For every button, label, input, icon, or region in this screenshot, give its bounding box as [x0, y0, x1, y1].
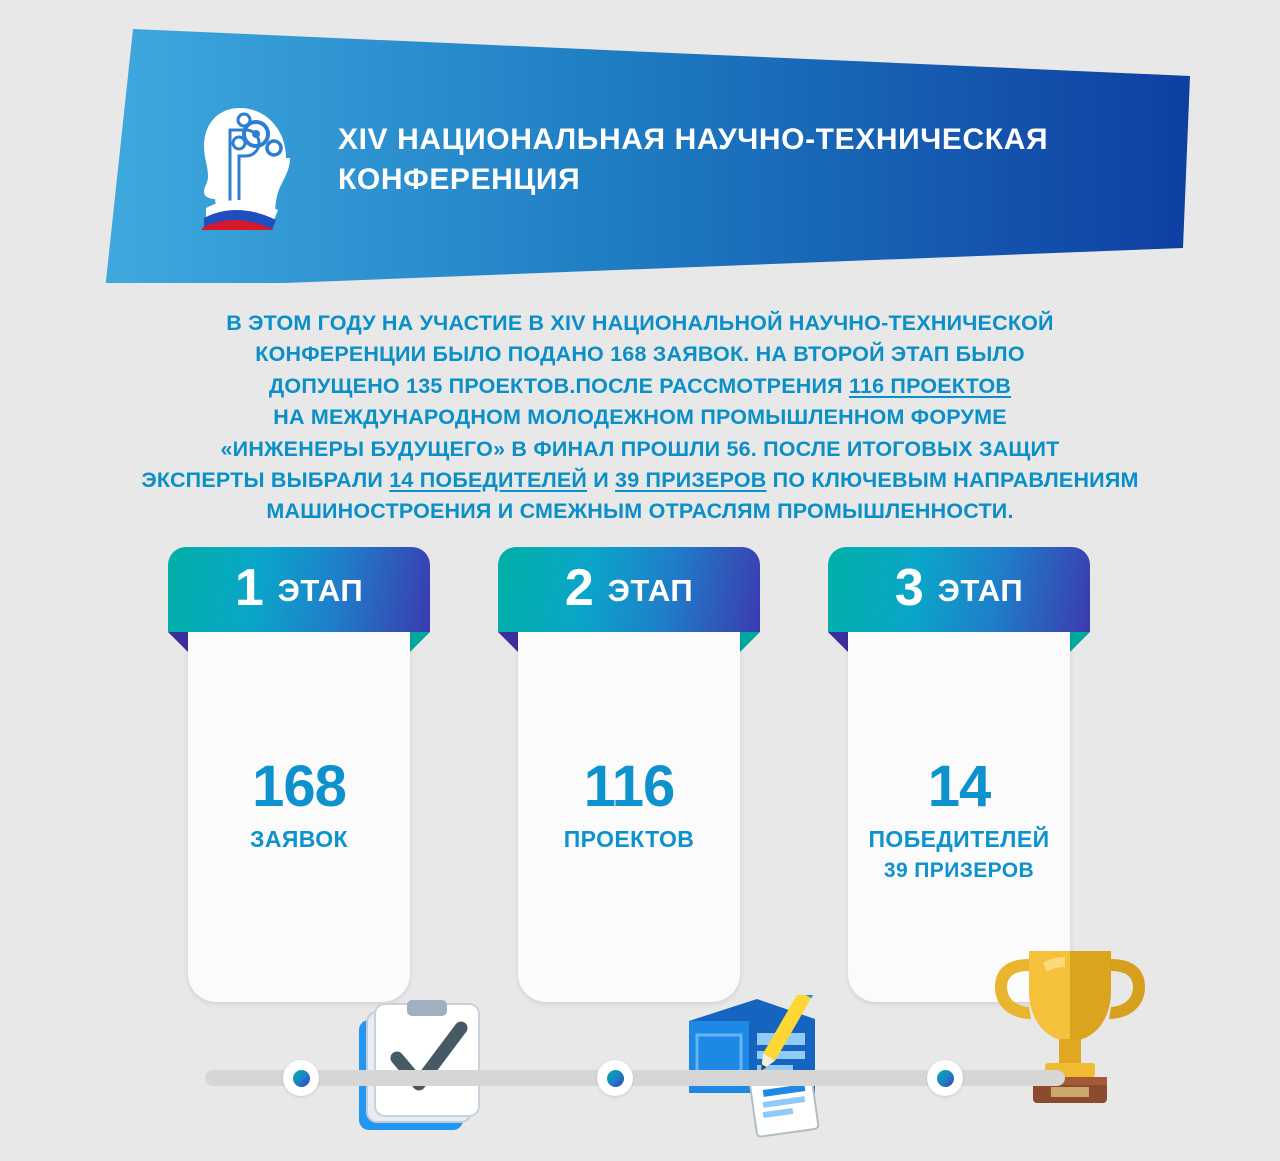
timeline-track [205, 1070, 1065, 1086]
trophy-icon [985, 935, 1155, 1120]
intro-line-3-text: ДОПУЩЕНО 135 ПРОЕКТОВ.ПОСЛЕ РАССМОТРЕНИЯ [268, 373, 849, 398]
timeline-dot-3[interactable] [927, 1060, 963, 1096]
intro-line-4: НА МЕЖДУНАРОДНОМ МОЛОДЕЖНОМ ПРОМЫШЛЕННОМ ФОРУМЕ [273, 405, 1007, 430]
ribbon-fold-right [738, 632, 760, 654]
stage-card-2-label: ПРОЕКТОВ [563, 826, 695, 852]
intro-highlight-prizewinners: 39 ПРИЗЕРОВ [615, 467, 767, 492]
page-title: XIV НАЦИОНАЛЬНАЯ НАУЧНО-ТЕХНИЧЕСКАЯ КОНФЕРЕНЦИЯ [338, 123, 1049, 196]
stage-card-3-word: ЭТАП [937, 572, 1024, 608]
stage-card-1-value: 168 [252, 754, 346, 819]
head-profile-gear-icon [190, 90, 310, 230]
conference-logo [190, 90, 310, 230]
intro-line-7: МАШИНОСТРОЕНИЯ И СМЕЖНЫМ ОТРАСЛЯМ ПРОМЫШЛЕННОСТИ. [266, 499, 1014, 524]
stage-card-2-word: ЭТАП [607, 572, 694, 608]
intro-paragraph [130, 308, 1150, 528]
stage-card-1-word: ЭТАП [277, 572, 364, 608]
intro-line-6 [130, 465, 1150, 496]
documents-pen-icon [683, 995, 843, 1140]
ribbon-fold-left [828, 632, 850, 654]
stage-card-3-label: ПОБЕДИТЕЛЕЙ [868, 826, 1050, 852]
stage-card-1-ribbon [168, 547, 430, 632]
stage-card-1-label: ЗАЯВОК [250, 826, 348, 852]
intro-line-3 [130, 371, 1150, 402]
stage-card-3 [828, 547, 1090, 882]
intro-line-5: «ИНЖЕНЕРЫ БУДУЩЕГО» В ФИНАЛ ПРОШЛИ 56. ПОСЛЕ ИТОГОВЫХ ЗАЩИТ [220, 436, 1060, 461]
stage-card-3-sublabel: 39 ПРИЗЕРОВ [883, 859, 1035, 882]
ribbon-fold-left [498, 632, 520, 654]
stage-card-3-value: 14 [927, 754, 991, 819]
intro-line-6-text-b: И [587, 467, 616, 492]
timeline-dot-2[interactable] [597, 1060, 633, 1096]
stage-card-1-number: 1 [234, 558, 264, 617]
stage-card-3-ribbon [828, 547, 1090, 632]
stage-card-2-number: 2 [564, 558, 594, 617]
timeline-dot-1[interactable] [283, 1060, 319, 1096]
ribbon-fold-right [1068, 632, 1090, 654]
clipboard-checkmark-icon [345, 1000, 485, 1135]
ribbon-fold-right [408, 632, 430, 654]
stage-card-3-number: 3 [894, 558, 924, 617]
intro-line-6-text-a: ЭКСПЕРТЫ ВЫБРАЛИ [141, 467, 390, 492]
stage-card-2-value: 116 [583, 754, 675, 819]
stage-card-2-body [518, 632, 740, 1002]
intro-highlight-winners: 14 ПОБЕДИТЕЛЕЙ [389, 467, 588, 492]
intro-highlight-projects: 116 ПРОЕКТОВ [848, 373, 1012, 398]
intro-line-2: КОНФЕРЕНЦИИ БЫЛО ПОДАНО 168 ЗАЯВОК. НА ВТОРОЙ ЭТАП БЫЛО [255, 342, 1025, 367]
header-banner [0, 18, 1280, 283]
stage-card-1 [168, 547, 430, 852]
stage-card-2 [498, 547, 760, 852]
stage-card-2-ribbon [498, 547, 760, 632]
ribbon-fold-left [168, 632, 190, 654]
stage-card-1-body [188, 632, 410, 1002]
intro-line-1: В ЭТОМ ГОДУ НА УЧАСТИЕ В XIV НАЦИОНАЛЬНОЙ НАУЧНО-ТЕХНИЧЕСКОЙ [226, 311, 1054, 335]
intro-line-6-text-c: ПО КЛЮЧЕВЫМ НАПРАВЛЕНИЯМ [766, 467, 1139, 492]
